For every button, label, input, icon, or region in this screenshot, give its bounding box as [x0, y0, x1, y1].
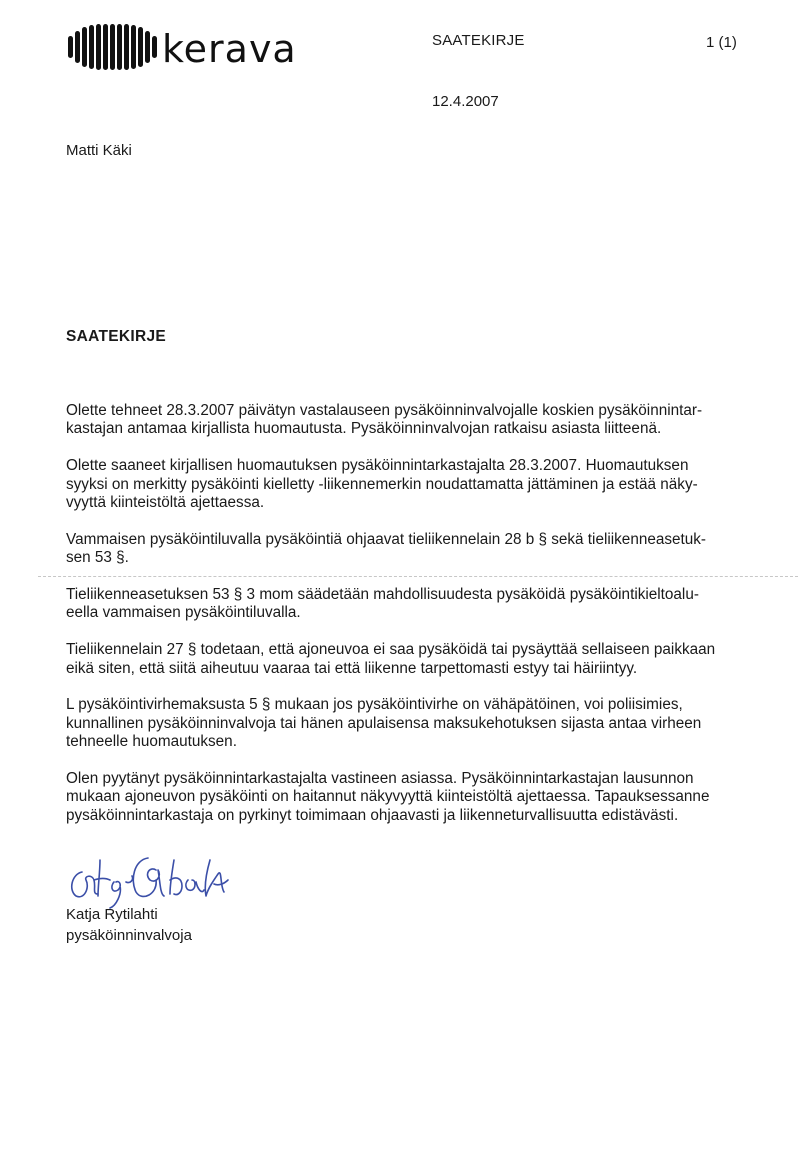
text-line: sen 53 §.: [66, 549, 129, 567]
signer-name: Katja Rytilahti: [66, 906, 158, 923]
text-line: Tieliikennelain 27 § todetaan, että ajoneuvoa ei saa pysäköidä tai pysäyttää sellaiseen paikkaan: [66, 641, 716, 659]
handwritten-signature: [64, 850, 244, 912]
paragraph: [66, 770, 786, 825]
text-line: kastajan antamaa kirjallista huomautusta. Pysäköinninvalvojan ratkaisu asiasta liitteenä.: [66, 420, 662, 438]
text-line: Tieliikenneasetuksen 53 § 3 mom säädetään mahdollisuudesta pysäköidä pysäköintikieltoalu-: [66, 586, 699, 604]
scan-artifact-line: [38, 576, 798, 579]
paragraph: [66, 586, 786, 623]
text-line: vyyttä kiinteistöltä ajettaessa.: [66, 494, 265, 512]
recipient-name: Matti Käki: [66, 142, 132, 159]
kerava-logo-mark: [66, 22, 346, 72]
letter-date: 12.4.2007: [432, 93, 499, 110]
text-line: Olen pyytänyt pysäköinnintarkastajalta vastineen asiassa. Pysäköinnintarkastajan lausunnon: [66, 770, 694, 788]
paragraph: [66, 531, 786, 568]
document-type-label: SAATEKIRJE: [432, 32, 525, 49]
paragraph: [66, 457, 786, 512]
text-line: eella vammaisen pysäköintiluvalla.: [66, 604, 301, 622]
text-line: Vammaisen pysäköintiluvalla pysäköintiä ohjaavat tieliikennelain 28 b § sekä tieliikenneasetuk-: [66, 530, 707, 548]
page-number: 1 (1): [706, 34, 737, 51]
kerava-logo: [66, 22, 346, 72]
paragraph: [66, 641, 786, 678]
text-line: tehneelle huomautuksen.: [66, 733, 237, 751]
paragraph: [66, 402, 786, 439]
svg-text:kerava: kerava: [162, 27, 297, 71]
text-line: L pysäköintivirhemaksusta 5 § mukaan jos pysäköintivirhe on vähäpätöinen, voi poliisimies,: [66, 696, 683, 714]
signer-title: pysäköinninvalvoja: [66, 927, 192, 944]
signature-stroke: [64, 850, 244, 912]
letter-heading: SAATEKIRJE: [66, 328, 167, 345]
text-line: kunnallinen pysäköinninvalvoja tai hänen apulaisensa maksukehotuksen sijasta antaa virheen: [66, 714, 702, 732]
text-line: eikä siten, että siitä aiheutuu vaaraa tai että liikenne tarpettomasti estyy tai häiriintyy.: [66, 659, 638, 677]
text-line: pysäköinnintarkastaja on pyrkinyt toimimaan ohjaavasti ja liikenneturvallisuutta edistävästi.: [66, 806, 679, 824]
text-line: mukaan ajoneuvon pysäköinti on haitannut näkyvyyttä kiinteistöltä ajettaessa. Tapauksessanne: [66, 788, 710, 806]
text-line: Olette saaneet kirjallisen huomautuksen pysäköinnintarkastajalta 28.3.2007. Huomautuksen: [66, 457, 689, 475]
letter-body: [66, 402, 786, 844]
text-line: Olette tehneet 28.3.2007 päivätyn vastalauseen pysäköinninvalvojalle koskien pysäköinnintar-: [66, 402, 703, 419]
paragraph: [66, 696, 786, 751]
text-line: syyksi on merkitty pysäköinti kielletty -liikennemerkin noudattamatta jättäminen ja estää näky-: [66, 475, 698, 493]
